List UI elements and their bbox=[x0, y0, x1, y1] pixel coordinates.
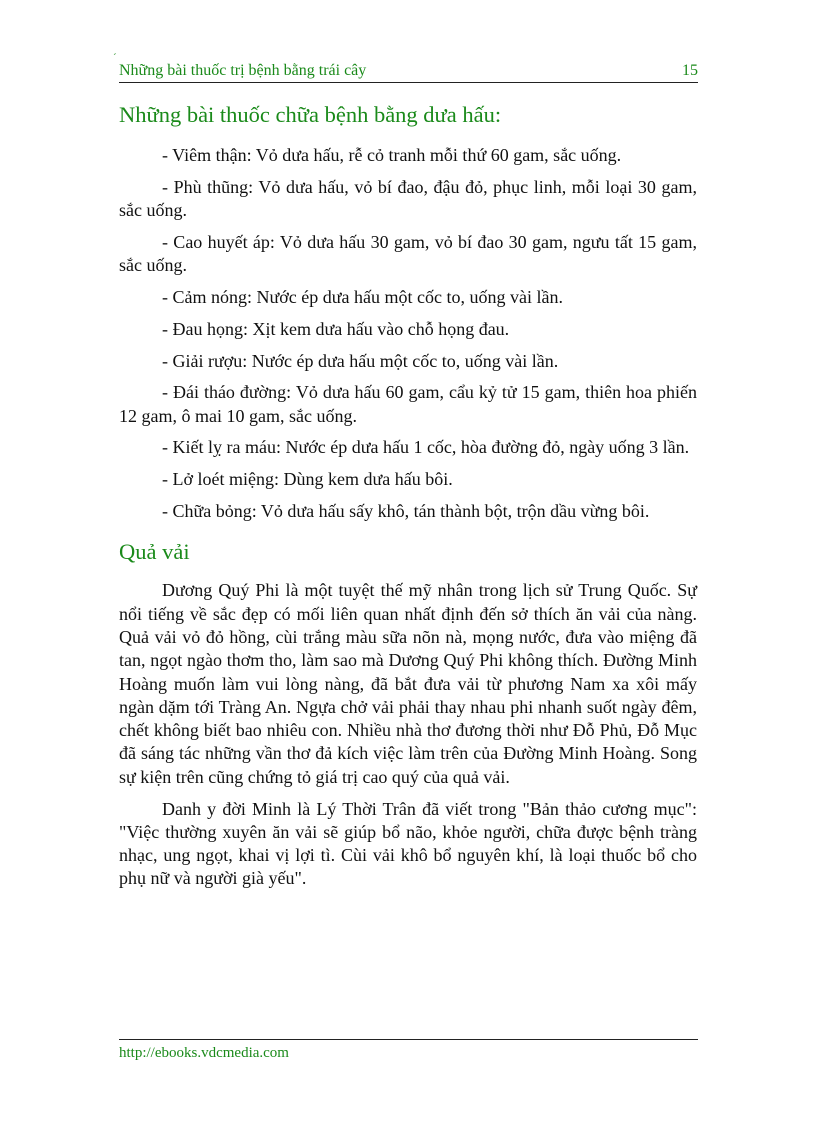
remedy-item: - Viêm thận: Vỏ dưa hấu, rễ cỏ tranh mỗi thứ 60 gam, sắc uống. bbox=[162, 145, 622, 165]
header-tick-mark: ´ bbox=[113, 52, 117, 64]
remedy-item: - Đau họng: Xịt kem dưa hấu vào chỗ họng đau. bbox=[162, 318, 510, 339]
remedy-item: - Lở loét miệng: Dùng kem dưa hấu bôi. bbox=[162, 469, 453, 490]
section-heading-watermelon: Những bài thuốc chữa bệnh bằng dưa hấu: bbox=[119, 102, 502, 127]
section-heading-lychee: Quả vải bbox=[119, 539, 190, 565]
footer-divider bbox=[119, 1039, 698, 1040]
body-paragraph: Danh y đời Minh là Lý Thời Trân đã viết trong "Bản thảo cương mục": "Việc thường xuyên ăn vải sẽ giúp bổ não, khỏe người, chữa được bệnh tràng nhạc, ung ngọt, khai vị lợi tì. Cùi vải khô bổ nguyên khí, là loại thuốc bổ cho phụ nữ và người già yếu". bbox=[119, 798, 697, 889]
remedy-item: - Đái tháo đường: Vỏ dưa hấu 60 gam, cẩu kỷ tử 15 gam, thiên hoa phiến 12 gam, ô mai 10 gam, sắc uống. bbox=[119, 382, 697, 426]
body-paragraph: Dương Quý Phi là một tuyệt thế mỹ nhân trong lịch sử Trung Quốc. Sự nổi tiếng về sắc đẹp có mối liên quan nhất định đến sở thích ăn vải của nàng. Quả vải vỏ đỏ hồng, cùi trắng màu sữa nõn nà, mọng nước, đưa vào miệng đã tan, ngọt ngào thơm tho, làm sao mà Dương Quý Phi không thích. Đường Minh Hoàng muốn làm vui lòng nàng, đã bắt đưa vải từ phương Nam xa xôi mấy ngàn dặm tới Tràng An. Ngựa chở vải phải thay nhau phi nhanh suốt ngày đêm, chết không biết bao nhiêu con. Nhiều nhà thơ đương thời như Đỗ Phủ, Đỗ Mục đã sáng tác những vần thơ đả kích việc làm trên của Đường Minh Hoàng. Song sự kiện trên cũng chứng tỏ giá trị cao quý của quả vải. bbox=[119, 580, 697, 787]
remedy-item: - Kiết lỵ ra máu: Nước ép dưa hấu 1 cốc, hòa đường đỏ, ngày uống 3 lần. bbox=[162, 437, 690, 458]
remedy-item: - Chữa bỏng: Vỏ dưa hấu sấy khô, tán thành bột, trộn dầu vừng bôi. bbox=[162, 501, 650, 522]
footer-url-link[interactable]: http://ebooks.vdcmedia.com bbox=[119, 1045, 289, 1061]
remedy-item: - Phù thũng: Vỏ dưa hấu, vỏ bí đao, đậu đỏ, phục linh, mỗi loại 30 gam, sắc uống. bbox=[119, 176, 697, 221]
page-header bbox=[119, 60, 698, 83]
page-body bbox=[119, 100, 697, 899]
remedy-item: - Giải rượu: Nước ép dưa hấu một cốc to, uống vài lần. bbox=[162, 350, 559, 371]
page-number: 15 bbox=[682, 62, 698, 79]
remedy-item: - Cao huyết áp: Vỏ dưa hấu 30 gam, vỏ bí đao 30 gam, ngưu tất 15 gam, sắc uống. bbox=[119, 231, 697, 276]
remedy-item: - Cảm nóng: Nước ép dưa hấu một cốc to, uống vài lần. bbox=[162, 286, 563, 307]
running-title: Những bài thuốc trị bệnh bằng trái cây bbox=[119, 62, 367, 79]
